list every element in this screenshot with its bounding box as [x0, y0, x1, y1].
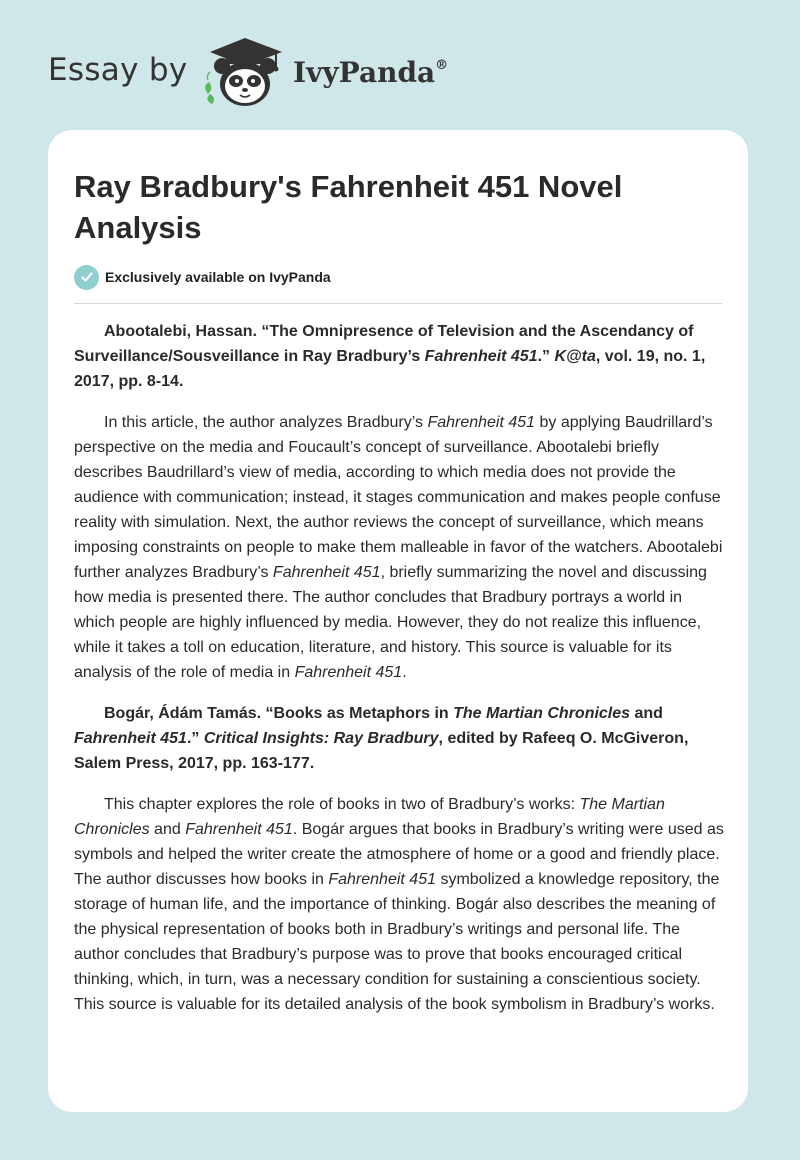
- exclusive-badge: [74, 264, 331, 290]
- italic-title: Fahrenheit 451: [185, 821, 293, 838]
- site-header: [0, 0, 800, 130]
- text-run: .”: [186, 730, 204, 747]
- exclusive-label: Exclusively available on IvyPanda: [105, 269, 331, 285]
- italic-title: Critical Insights: Ray Bradbury: [203, 730, 439, 747]
- italic-title: Fahrenheit 451: [272, 564, 381, 581]
- text-run: .”: [537, 348, 555, 365]
- text-run: symbolized a knowledge repository, the storage of human life, and the importance of thinking. Bogár also describes the meaning of the physical representation of books both in Bradbury’s writings and personal life. The author concludes that Bradbury’s purpose was to prove that books encouraged critical thinking, which, in turn, was a necessary condition for sustaining a conscientious society. This source is valuable for its detailed analysis of the book symbolism in Bradbury’s works.: [74, 871, 720, 1013]
- italic-title: The Martian Chronicles: [74, 796, 665, 838]
- text-run: .: [402, 664, 407, 681]
- italic-title: Fahrenheit 451: [427, 414, 536, 431]
- italic-title: Fahrenheit 451: [74, 730, 187, 747]
- brand-name[interactable]: [293, 56, 448, 89]
- citation-paragraph: [74, 701, 724, 776]
- check-icon: [74, 265, 99, 290]
- text-run: In this article, the author analyzes Bradbury’s: [104, 414, 428, 431]
- essay-content: [74, 319, 724, 1033]
- text-run: This chapter explores the role of books in two of Bradbury’s works:: [104, 796, 580, 813]
- italic-title: K@ta: [554, 348, 596, 365]
- registered-mark: ®: [435, 58, 449, 73]
- italic-title: The Martian Chronicles: [453, 705, 631, 722]
- text-run: , edited by Rafeeq O. McGiveron, Salem Press, 2017, pp. 163-177.: [74, 730, 689, 772]
- text-run: and: [149, 821, 186, 838]
- text-run: , briefly summarizing the novel and discussing how media is presented there. The author concludes that Bradbury portrays a world in which people are highly influenced by media. However, they do not realize this influence, while it takes a toll on education, literature, and history. This source is valuable for its analysis of the role of media in: [74, 564, 707, 681]
- text-run: , vol. 19, no. 1, 2017, pp. 8-14.: [74, 348, 706, 390]
- citation-paragraph: [74, 319, 724, 394]
- page-title: Ray Bradbury's Fahrenheit 451 Novel Analysis: [74, 169, 623, 245]
- italic-title: Fahrenheit 451: [424, 348, 538, 365]
- italic-title: Fahrenheit 451: [294, 664, 403, 681]
- ivypanda-logo-icon[interactable]: [200, 36, 290, 108]
- summary-paragraph: [74, 410, 724, 685]
- brand-text: IvyPanda: [293, 56, 436, 89]
- essay-by-label: Essay by: [48, 52, 188, 88]
- italic-title: Fahrenheit 451: [328, 871, 436, 888]
- text-run: Abootalebi, Hassan. “The Omnipresence of Television and the Ascendancy of Surveillance/Sousveillance in Ray Bradbury’s: [74, 323, 694, 365]
- essay-card: [48, 130, 748, 1112]
- text-run: . Bogár argues that books in Bradbury’s writing were used as symbols and helped the writer create the atmosphere of home or a good and friendly place. The author discusses how books in: [74, 821, 724, 888]
- divider: [74, 303, 722, 304]
- text-run: Bogár, Ádám Tamás. “Books as Metaphors in: [104, 705, 454, 722]
- text-run: and: [630, 705, 663, 722]
- summary-paragraph: [74, 792, 724, 1017]
- text-run: by applying Baudrillard’s perspective on the media and Foucault’s concept of surveillance. Abootalebi briefly describes Baudrillard’s view of media, according to which media does not provide the audience with communication; instead, it stages communication and makes people confuse reality with simulation. Next, the author reviews the concept of surveillance, which means imposing constraints on people to make them malleable in favor of the watchers. Abootalebi further analyzes Bradbury’s: [74, 414, 723, 581]
